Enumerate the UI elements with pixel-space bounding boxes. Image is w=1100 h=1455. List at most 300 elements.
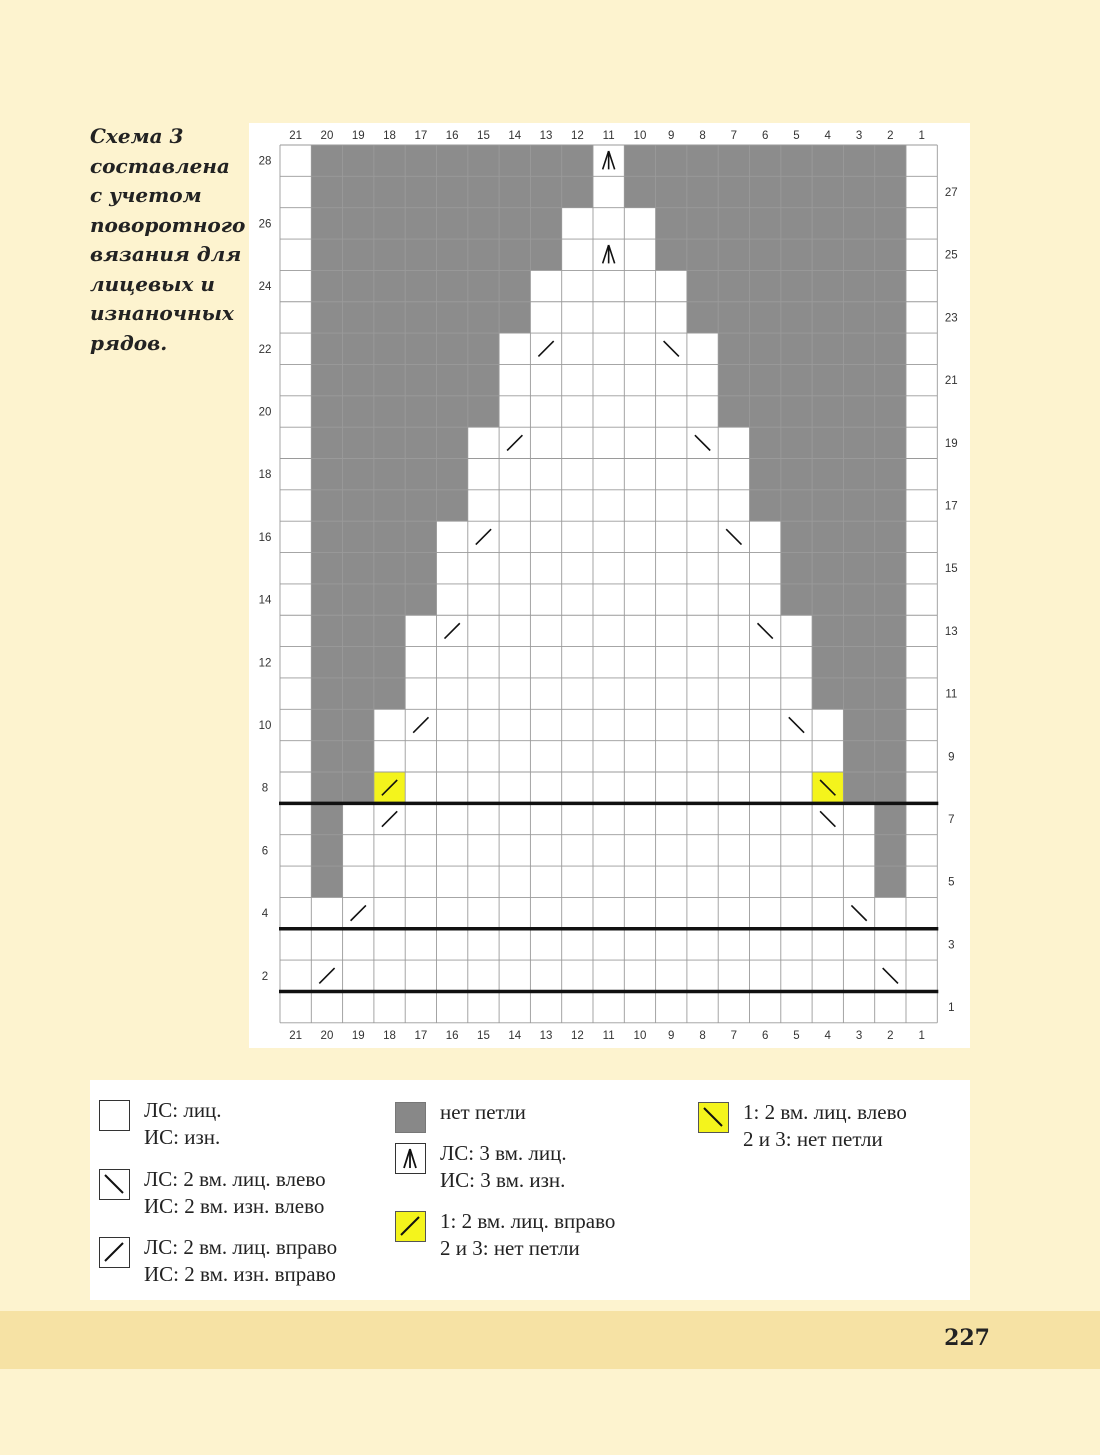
chart-cell: [906, 208, 937, 239]
chart-cell: [499, 270, 530, 301]
chart-cell: [468, 302, 499, 333]
caption-line: изнаночных: [90, 301, 234, 325]
chart-cell: [405, 459, 436, 490]
chart-cell: [343, 553, 374, 584]
chart-cell: [468, 427, 499, 458]
chart-cell: [812, 741, 843, 772]
column-label-bottom: 4: [824, 1029, 831, 1042]
chart-cell: [437, 270, 468, 301]
row-label-right: 17: [944, 500, 958, 513]
chart-cell: [687, 991, 718, 1022]
chart-cell: [437, 897, 468, 928]
chart-cell: [843, 333, 874, 364]
chart-cell: [374, 960, 405, 991]
chart-cell: [468, 929, 499, 960]
chart-cell: [875, 647, 906, 678]
row-label-left: 28: [258, 155, 272, 168]
chart-cell: [593, 270, 624, 301]
chart-cell: [750, 647, 781, 678]
chart-cell: [437, 302, 468, 333]
chart-cell: [530, 741, 561, 772]
chart-cell: [280, 459, 311, 490]
chart-cell: [624, 741, 655, 772]
chart-cell: [812, 427, 843, 458]
chart-cell: [687, 709, 718, 740]
chart-cell: [530, 145, 561, 176]
legend-text: 2 и 3: нет петли: [440, 1236, 580, 1260]
chart-cell: [562, 709, 593, 740]
chart-cell: [468, 960, 499, 991]
chart-cell: [875, 929, 906, 960]
chart-cell: [468, 709, 499, 740]
chart-cell: [280, 709, 311, 740]
chart-cell: [687, 897, 718, 928]
chart-cell: [812, 584, 843, 615]
chart-cell: [562, 364, 593, 395]
chart-cell: [593, 866, 624, 897]
chart-cell: [875, 897, 906, 928]
chart-cell: [656, 772, 687, 803]
row-label-right: 5: [948, 876, 955, 889]
chart-cell: [343, 584, 374, 615]
chart-cell: [499, 239, 530, 270]
chart-cell: [280, 991, 311, 1022]
chart-cell: [499, 553, 530, 584]
row-label-left: 24: [258, 281, 272, 294]
chart-cell: [875, 145, 906, 176]
chart-cell: [280, 960, 311, 991]
chart-cell: [843, 553, 874, 584]
chart-cell: [437, 929, 468, 960]
chart-cell: [750, 772, 781, 803]
chart-cell: [624, 364, 655, 395]
yellow-decrease-left-icon: [698, 1102, 729, 1133]
chart-cell: [374, 678, 405, 709]
chart-cell: [311, 991, 342, 1022]
chart-cell: [906, 145, 937, 176]
chart-cell: [624, 803, 655, 834]
chart-cell: [437, 553, 468, 584]
chart-cell: [593, 302, 624, 333]
chart-cell: [718, 835, 749, 866]
chart-cell: [374, 490, 405, 521]
chart-cell: [656, 584, 687, 615]
chart-cell: [718, 270, 749, 301]
column-label-bottom: 15: [477, 1029, 490, 1042]
chart-cell: [750, 490, 781, 521]
row-label-left: 14: [258, 594, 272, 607]
chart-cell: [280, 897, 311, 928]
chart-cell: [906, 647, 937, 678]
chart-cell: [280, 553, 311, 584]
chart-cell: [593, 929, 624, 960]
column-label-bottom: 20: [320, 1029, 334, 1042]
chart-cell: [437, 333, 468, 364]
chart-cell: [843, 803, 874, 834]
chart-cell: [499, 709, 530, 740]
row-label-right: 19: [944, 437, 958, 450]
chart-cell: [781, 553, 812, 584]
chart-cell: [437, 866, 468, 897]
legend-item-k2tog: [99, 1234, 337, 1288]
chart-cell: [812, 866, 843, 897]
chart-cell: [687, 835, 718, 866]
chart-cell: [499, 647, 530, 678]
chart-cell: [311, 772, 342, 803]
chart-cell: [624, 302, 655, 333]
chart-cell: [718, 176, 749, 207]
chart-cell: [499, 991, 530, 1022]
chart-cell: [530, 176, 561, 207]
chart-cell: [718, 991, 749, 1022]
chart-cell: [311, 208, 342, 239]
chart-cell: [530, 772, 561, 803]
chart-cell: [624, 553, 655, 584]
chart-cell: [750, 678, 781, 709]
chart-cell: [562, 929, 593, 960]
chart-cell: [906, 960, 937, 991]
chart-cell: [843, 521, 874, 552]
chart-cell: [875, 396, 906, 427]
chart-cell: [624, 270, 655, 301]
chart-cell: [624, 647, 655, 678]
chart-cell: [468, 991, 499, 1022]
chart-cell: [562, 459, 593, 490]
chart-cell: [499, 145, 530, 176]
chart-cell: [437, 239, 468, 270]
chart-cell: [311, 615, 342, 646]
chart-cell: [374, 553, 405, 584]
chart-cell: [906, 490, 937, 521]
chart-cell: [781, 208, 812, 239]
chart-cell: [781, 584, 812, 615]
chart-cell: [499, 929, 530, 960]
chart-cell: [374, 270, 405, 301]
chart-cell: [687, 364, 718, 395]
chart-cell: [843, 866, 874, 897]
legend-item-knit: [99, 1097, 222, 1151]
chart-cell: [280, 678, 311, 709]
chart-cell: [374, 647, 405, 678]
chart-cell: [499, 741, 530, 772]
chart-cell: [374, 741, 405, 772]
chart-cell: [562, 176, 593, 207]
chart-cell: [781, 364, 812, 395]
chart-cell: [906, 302, 937, 333]
chart-cell: [781, 239, 812, 270]
chart-cell: [280, 647, 311, 678]
chart-cell: [593, 991, 624, 1022]
chart-cell: [750, 866, 781, 897]
chart-cell: [906, 709, 937, 740]
chart-cell: [687, 208, 718, 239]
chart-cell: [843, 145, 874, 176]
chart-cell: [562, 897, 593, 928]
chart-cell: [280, 490, 311, 521]
row-label-left: 22: [258, 343, 272, 356]
yellow-decrease-right-icon: [395, 1211, 426, 1242]
chart-cell: [781, 647, 812, 678]
caption-line: лицевых и: [90, 271, 215, 296]
chart-cell: [343, 960, 374, 991]
chart-cell: [374, 396, 405, 427]
column-label-bottom: 17: [414, 1029, 428, 1042]
chart-cell: [311, 270, 342, 301]
chart-cell: [311, 897, 342, 928]
chart-cell: [718, 427, 749, 458]
chart-cell: [311, 302, 342, 333]
chart-cell: [530, 553, 561, 584]
chart-cell: [687, 459, 718, 490]
chart-cell: [593, 615, 624, 646]
column-label-bottom: 11: [602, 1029, 615, 1042]
chart-cell: [468, 647, 499, 678]
chart-cell: [405, 270, 436, 301]
chart-cell: [906, 459, 937, 490]
chart-cell: [687, 176, 718, 207]
chart-cell: [562, 866, 593, 897]
knit-symbol-icon: [99, 1100, 130, 1131]
chart-cell: [280, 396, 311, 427]
chart-cell: [311, 427, 342, 458]
chart-cell: [437, 960, 468, 991]
row-label-left: 16: [258, 531, 272, 544]
chart-cell: [343, 239, 374, 270]
chart-cell: [468, 553, 499, 584]
chart-cell: [468, 678, 499, 709]
chart-cell: [656, 364, 687, 395]
chart-cell: [530, 803, 561, 834]
column-label-top: 1: [918, 130, 925, 142]
chart-cell: [875, 709, 906, 740]
chart-cell: [437, 145, 468, 176]
chart-cell: [405, 208, 436, 239]
chart-cell: [687, 803, 718, 834]
chart-cell: [812, 145, 843, 176]
chart-cell: [499, 615, 530, 646]
chart-cell: [468, 490, 499, 521]
chart-cell: [843, 396, 874, 427]
legend-text: 1: 2 вм. лиц. вправо: [440, 1209, 616, 1233]
chart-cell: [280, 929, 311, 960]
chart-cell: [718, 364, 749, 395]
chart-cell: [343, 427, 374, 458]
chart-cell: [750, 364, 781, 395]
chart-cell: [343, 490, 374, 521]
column-label-top: 7: [730, 130, 738, 142]
chart-cell: [843, 364, 874, 395]
chart-cell: [405, 991, 436, 1022]
chart-cell: [875, 459, 906, 490]
chart-cell: [812, 459, 843, 490]
column-label-bottom: 14: [508, 1029, 522, 1042]
page-number: 227: [944, 1325, 990, 1351]
legend-text: ЛС: 2 вм. лиц. вправо: [144, 1235, 338, 1259]
chart-cell: [311, 176, 342, 207]
chart-cell: [280, 584, 311, 615]
chart-cell: [311, 490, 342, 521]
chart-cell: [781, 897, 812, 928]
chart-cell: [656, 615, 687, 646]
chart-cell: [812, 647, 843, 678]
chart-cell: [624, 208, 655, 239]
chart-cell: [499, 490, 530, 521]
chart-cell: [593, 584, 624, 615]
chart-cell: [374, 866, 405, 897]
row-label-left: 8: [261, 782, 269, 795]
chart-cell: [405, 176, 436, 207]
chart-cell: [656, 960, 687, 991]
chart-cell: [530, 584, 561, 615]
chart-cell: [687, 145, 718, 176]
chart-cell: [374, 615, 405, 646]
chart-cell: [343, 333, 374, 364]
chart-cell: [750, 270, 781, 301]
chart-cell: [499, 897, 530, 928]
chart-cell: [530, 929, 561, 960]
chart-cell: [468, 803, 499, 834]
chart-cell: [437, 521, 468, 552]
column-label-top: 21: [289, 130, 303, 142]
chart-cell: [499, 333, 530, 364]
chart-cell: [812, 302, 843, 333]
chart-cell: [499, 835, 530, 866]
legend-text: ИС: 2 вм. изн. вправо: [144, 1262, 336, 1286]
chart-cell: [656, 991, 687, 1022]
chart-cell: [530, 364, 561, 395]
decrease-right-icon: [99, 1237, 130, 1268]
chart-cell: [781, 490, 812, 521]
chart-cell: [468, 176, 499, 207]
chart-cell: [437, 490, 468, 521]
column-label-bottom: 3: [855, 1029, 863, 1042]
chart-cell: [374, 239, 405, 270]
chart-cell: [750, 396, 781, 427]
chart-cell: [280, 302, 311, 333]
chart-cell: [562, 553, 593, 584]
legend-item-yellow-right: [395, 1208, 615, 1262]
chart-cell: [781, 741, 812, 772]
decrease-left-icon: [99, 1169, 130, 1200]
chart-cell: [906, 364, 937, 395]
chart-cell: [374, 835, 405, 866]
row-label-left: 26: [258, 218, 272, 231]
chart-cell: [593, 521, 624, 552]
column-label-bottom: 9: [668, 1029, 675, 1042]
chart-cell: [875, 239, 906, 270]
chart-cell: [750, 239, 781, 270]
legend-text: ИС: 3 вм. изн.: [440, 1168, 566, 1192]
chart-cell: [656, 239, 687, 270]
chart-cell: [906, 897, 937, 928]
chart-cell: [311, 835, 342, 866]
chart-cell: [405, 741, 436, 772]
chart-cell: [624, 866, 655, 897]
chart-cell: [750, 709, 781, 740]
chart-cell: [687, 239, 718, 270]
row-label-right: 25: [944, 249, 958, 262]
row-label-right: 11: [945, 688, 958, 701]
chart-cell: [343, 615, 374, 646]
no-stitch-icon: [395, 1102, 426, 1133]
chart-cell: [562, 521, 593, 552]
chart-cell: [750, 584, 781, 615]
chart-cell: [906, 396, 937, 427]
column-label-top: 4: [824, 130, 831, 142]
chart-caption: [90, 122, 246, 358]
chart-cell: [437, 678, 468, 709]
chart-cell: [781, 866, 812, 897]
chart-cell: [499, 176, 530, 207]
chart-cell: [718, 333, 749, 364]
chart-cell: [280, 208, 311, 239]
chart-cell: [468, 615, 499, 646]
chart-cell: [468, 333, 499, 364]
chart-cell: [781, 960, 812, 991]
chart-cell: [562, 396, 593, 427]
chart-cell: [530, 208, 561, 239]
chart-cell: [374, 991, 405, 1022]
chart-cell: [906, 615, 937, 646]
chart-cell: [781, 427, 812, 458]
row-label-left: 20: [258, 406, 272, 419]
chart-cell: [906, 678, 937, 709]
chart-cell: [405, 615, 436, 646]
chart-cell: [624, 615, 655, 646]
footer-band: [0, 1311, 1100, 1369]
chart-cell: [562, 302, 593, 333]
legend-text: ИС: 2 вм. изн. влево: [144, 1194, 325, 1218]
chart-cell: [343, 709, 374, 740]
chart-cell: [405, 897, 436, 928]
chart-cell: [280, 176, 311, 207]
column-label-top: 8: [699, 130, 706, 142]
chart-cell: [562, 741, 593, 772]
chart-cell: [530, 270, 561, 301]
column-label-bottom: 13: [539, 1029, 553, 1042]
chart-cell: [875, 584, 906, 615]
chart-cell: [499, 584, 530, 615]
chart-cell: [374, 427, 405, 458]
chart-cell: [718, 584, 749, 615]
chart-cell: [468, 270, 499, 301]
row-label-left: 6: [261, 845, 269, 858]
chart-cell: [343, 208, 374, 239]
chart-cell: [437, 835, 468, 866]
chart-cell: [843, 991, 874, 1022]
chart-cell: [687, 929, 718, 960]
chart-cell: [781, 270, 812, 301]
chart-cell: [437, 709, 468, 740]
chart-cell: [562, 333, 593, 364]
chart-cell: [718, 897, 749, 928]
row-label-left: 18: [258, 469, 272, 482]
chart-cell: [343, 521, 374, 552]
chart-cell: [562, 803, 593, 834]
chart-cell: [843, 647, 874, 678]
chart-cell: [437, 208, 468, 239]
chart-cell: [530, 427, 561, 458]
row-label-right: 7: [948, 814, 955, 827]
chart-cell: [906, 239, 937, 270]
chart-cell: [593, 960, 624, 991]
chart-cell: [530, 835, 561, 866]
chart-cell: [843, 270, 874, 301]
chart-cell: [311, 239, 342, 270]
chart-cell: [906, 176, 937, 207]
legend-text: ЛС: лиц.: [144, 1098, 222, 1122]
chart-cell: [906, 803, 937, 834]
